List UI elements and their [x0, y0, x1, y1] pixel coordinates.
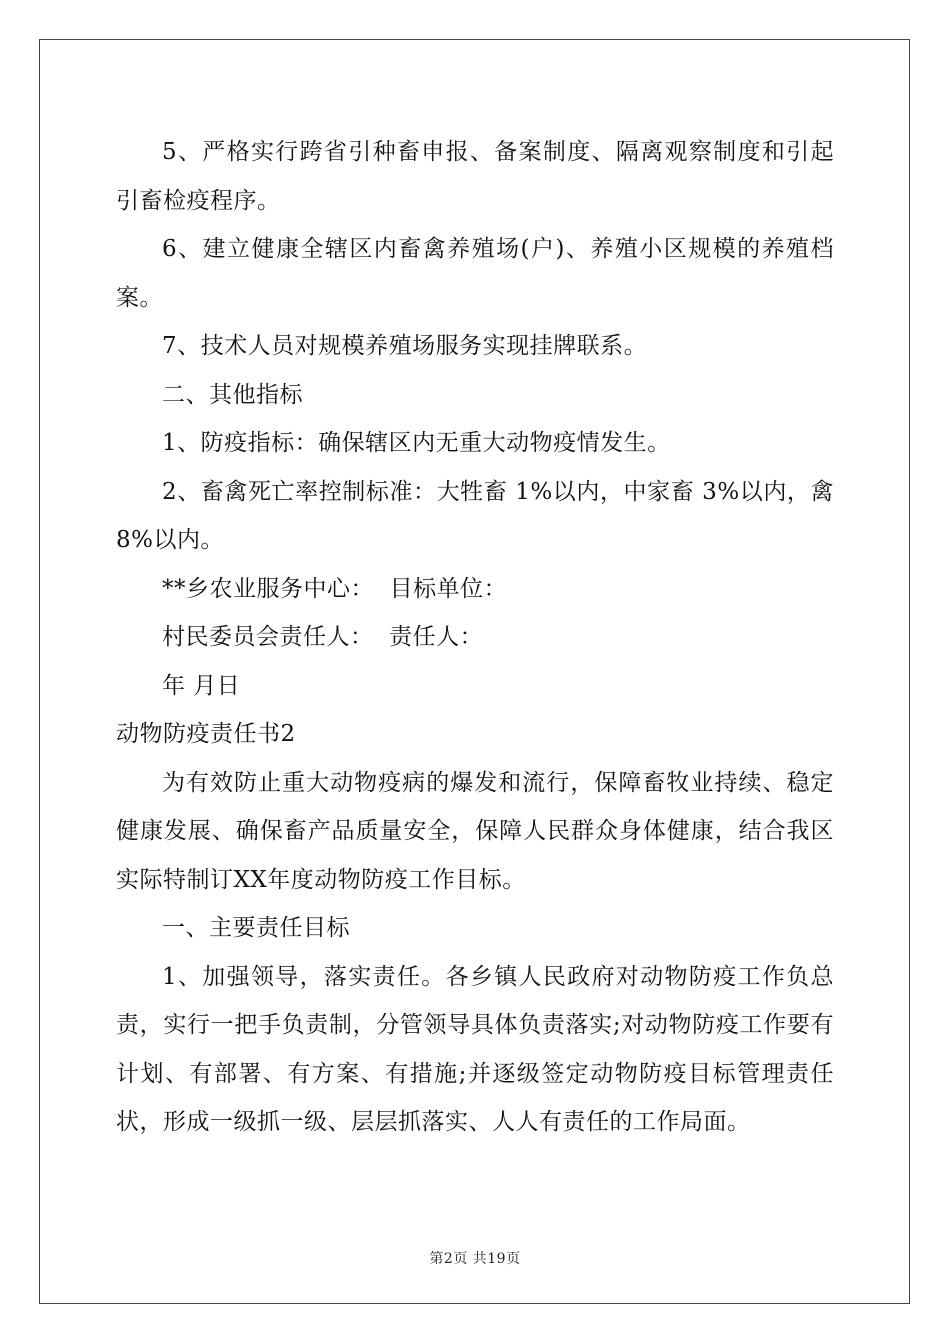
page-number-footer: 第2页 共19页 [429, 1251, 521, 1267]
paragraph-item-7: 7、技术人员对规模养殖场服务实现挂牌联系。 [162, 333, 648, 359]
signature-line-responsible-person: 村民委员会责任人： 责任人： [162, 624, 484, 650]
section-heading-other-indicators: 二、其他指标 [162, 381, 303, 408]
paragraph-item-5: 5、严格实行跨省引种畜申报、备案制度、隔离观察制度和引起引畜检疫程序。 [116, 139, 834, 214]
paragraph-leadership: 1、加强领导，落实责任。各乡镇人民政府对动物防疫工作负总责，实行一把手负责制，分管领导具体负责落实;对动物防疫工作要有计划、有部署、有方案、有措施;并逐级签定动物防疫目标管理责任状，形成一级抓一级、层层抓落实、人人有责任的工作局面。 [116, 963, 834, 1135]
document-title: 动物防疫责任书2 [116, 721, 296, 747]
paragraph-intro: 为有效防止重大动物疫病的爆发和流行，保障畜牧业持续、稳定健康发展、确保畜产品质量安全，保障人民群众身体健康，结合我区实际特制订XX年度动物防疫工作目标。 [116, 769, 834, 893]
date-line: 年 月日 [162, 672, 241, 699]
paragraph-epidemic-indicator: 1、防疫指标：确保辖区内无重大动物疫情发生。 [162, 430, 671, 456]
paragraph-item-6: 6、建立健康全辖区内畜禽养殖场(户)、养殖小区规模的养殖档案。 [116, 236, 834, 311]
section-heading-main-goals: 一、主要责任目标 [162, 915, 350, 941]
signature-line-target-unit: **乡农业服务中心： 目标单位： [162, 575, 508, 602]
paragraph-mortality-standard: 2、畜禽死亡率控制标准：大牲畜 1%以内，中家畜 3%以内，禽 8%以内。 [116, 478, 834, 553]
document-body [116, 128, 834, 1147]
